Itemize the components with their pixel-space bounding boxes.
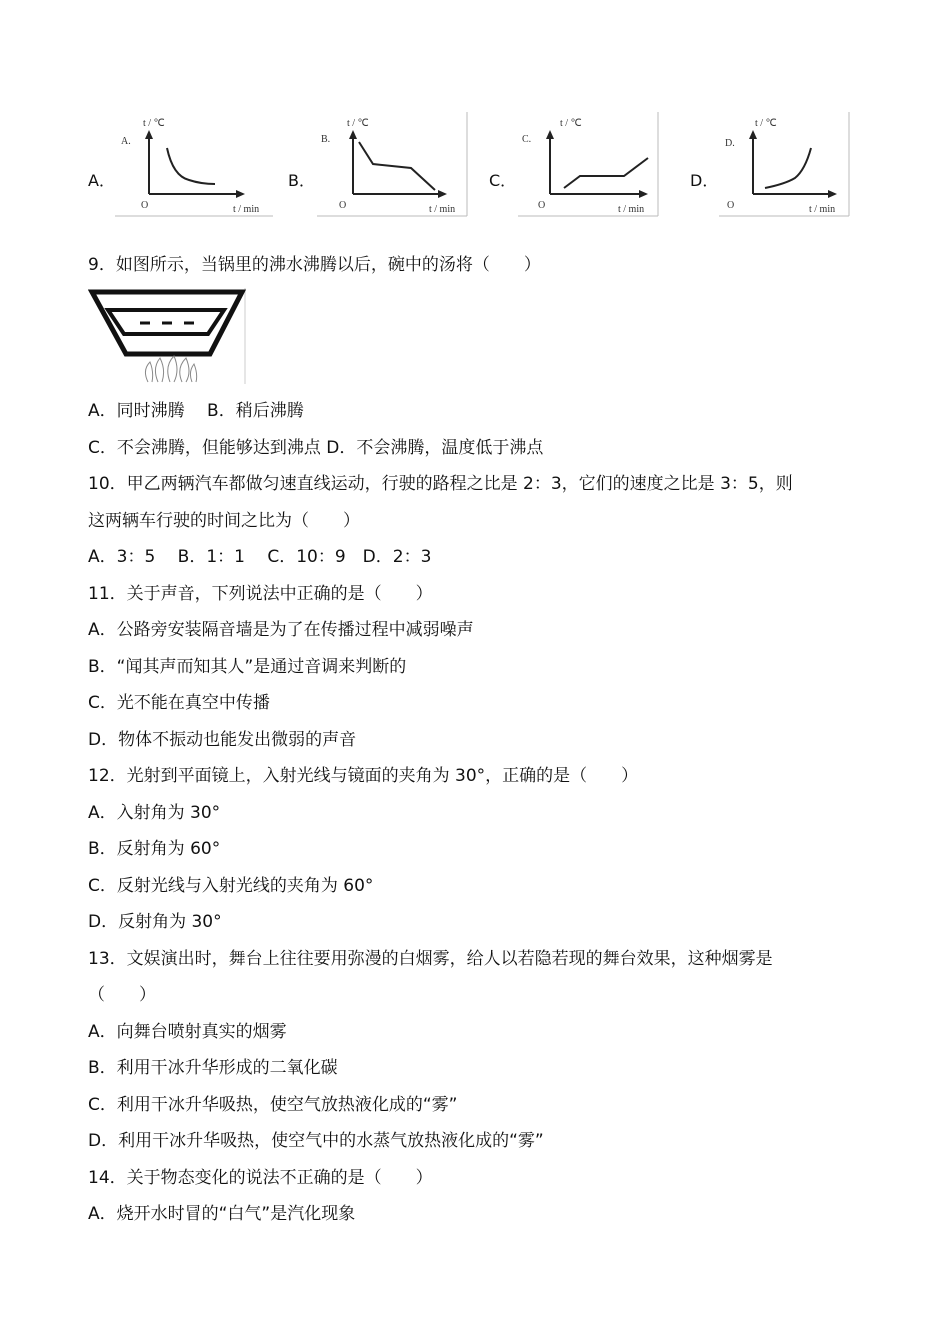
q9-stem: 9．如图所示，当锅里的沸水沸腾以后，碗中的汤将（ ） [88, 255, 541, 275]
q13-option-b: B．利用干冰升华形成的二氧化碳 [88, 1058, 338, 1078]
q11-option-b: B．“闻其声而知其人”是通过音调来判断的 [88, 657, 407, 677]
q13-stem-1: 13．文娱演出时，舞台上往往要用弥漫的白烟雾，给人以若隐若现的舞台效果，这种烟雾是 [88, 949, 773, 969]
q8-option-d-label: D． [690, 171, 719, 190]
q8-option-b-label: B． [288, 171, 315, 190]
graph-b-label: B. [321, 134, 331, 145]
q14-stem: 14．关于物态变化的说法不正确的是（ ） [88, 1168, 433, 1188]
q13-option-a: A．向舞台喷射真实的烟雾 [88, 1022, 287, 1042]
graph-a [115, 112, 275, 223]
q10-stem-2: 这两辆车行驶的时间之比为（ ） [88, 511, 360, 531]
graph-d-y-label: t / ℃ [755, 118, 777, 129]
graph-c-label: C. [522, 134, 532, 145]
q12-option-d: D．反射角为 30° [88, 912, 222, 932]
graph-c-y-label: t / ℃ [560, 118, 582, 129]
q9-options-2: C．不会沸腾，但能够达到沸点 D．不会沸腾，温度低于沸点 [88, 438, 544, 458]
q11-option-c: C．光不能在真空中传播 [88, 693, 270, 713]
q14-option-a: A．烧开水时冒的“白气”是汽化现象 [88, 1204, 356, 1224]
graph-c-x-label: t / min [618, 204, 645, 215]
graph-b-x-label: t / min [429, 204, 456, 215]
q12-option-b: B．反射角为 60° [88, 839, 221, 859]
graph-b-origin: O [339, 200, 347, 211]
q10-options: A．3：5 B．1：1 C．10：9 D．2：3 [88, 547, 432, 567]
graph-d-x-label: t / min [809, 204, 836, 215]
q11-option-d: D．物体不振动也能发出微弱的声音 [88, 730, 357, 750]
q13-option-d: D．利用干冰升华吸热，使空气中的水蒸气放热液化成的“雾” [88, 1131, 544, 1151]
q9-options-1: A．同时沸腾 B．稍后沸腾 [88, 401, 304, 421]
graph-d [719, 112, 851, 223]
q10-stem-1: 10．甲乙两辆汽车都做匀速直线运动，行驶的路程之比是 2：3，它们的速度之比是 3：5，则 [88, 474, 793, 494]
graph-b [317, 112, 469, 223]
flame-icon [145, 356, 196, 382]
q13-stem-2: （ ） [88, 985, 156, 1005]
q11-stem: 11．关于声音，下列说法中正确的是（ ） [88, 584, 433, 604]
q12-option-a: A．入射角为 30° [88, 803, 221, 823]
graph-d-label: D. [725, 138, 735, 149]
q8-option-a-label: A． [88, 171, 115, 190]
graph-a-origin: O [141, 200, 149, 211]
graph-a-label: A. [121, 136, 131, 147]
q13-option-c: C．利用干冰升华吸热，使空气放热液化成的“雾” [88, 1095, 458, 1115]
q8-option-c-label: C． [489, 171, 517, 190]
graph-c-origin: O [538, 200, 546, 211]
q12-option-c: C．反射光线与入射光线的夹角为 60° [88, 876, 374, 896]
q12-stem: 12．光射到平面镜上，入射光线与镜面的夹角为 30°，正确的是（ ） [88, 766, 639, 786]
q11-option-a: A．公路旁安装隔音墙是为了在传播过程中减弱噪声 [88, 620, 474, 640]
graph-a-y-label: t / ℃ [143, 118, 165, 129]
graph-b-y-label: t / ℃ [347, 118, 369, 129]
graph-c [518, 112, 660, 223]
graph-d-origin: O [727, 200, 735, 211]
graph-a-x-label: t / min [233, 204, 260, 215]
pot-and-bowl-figure [88, 286, 248, 391]
